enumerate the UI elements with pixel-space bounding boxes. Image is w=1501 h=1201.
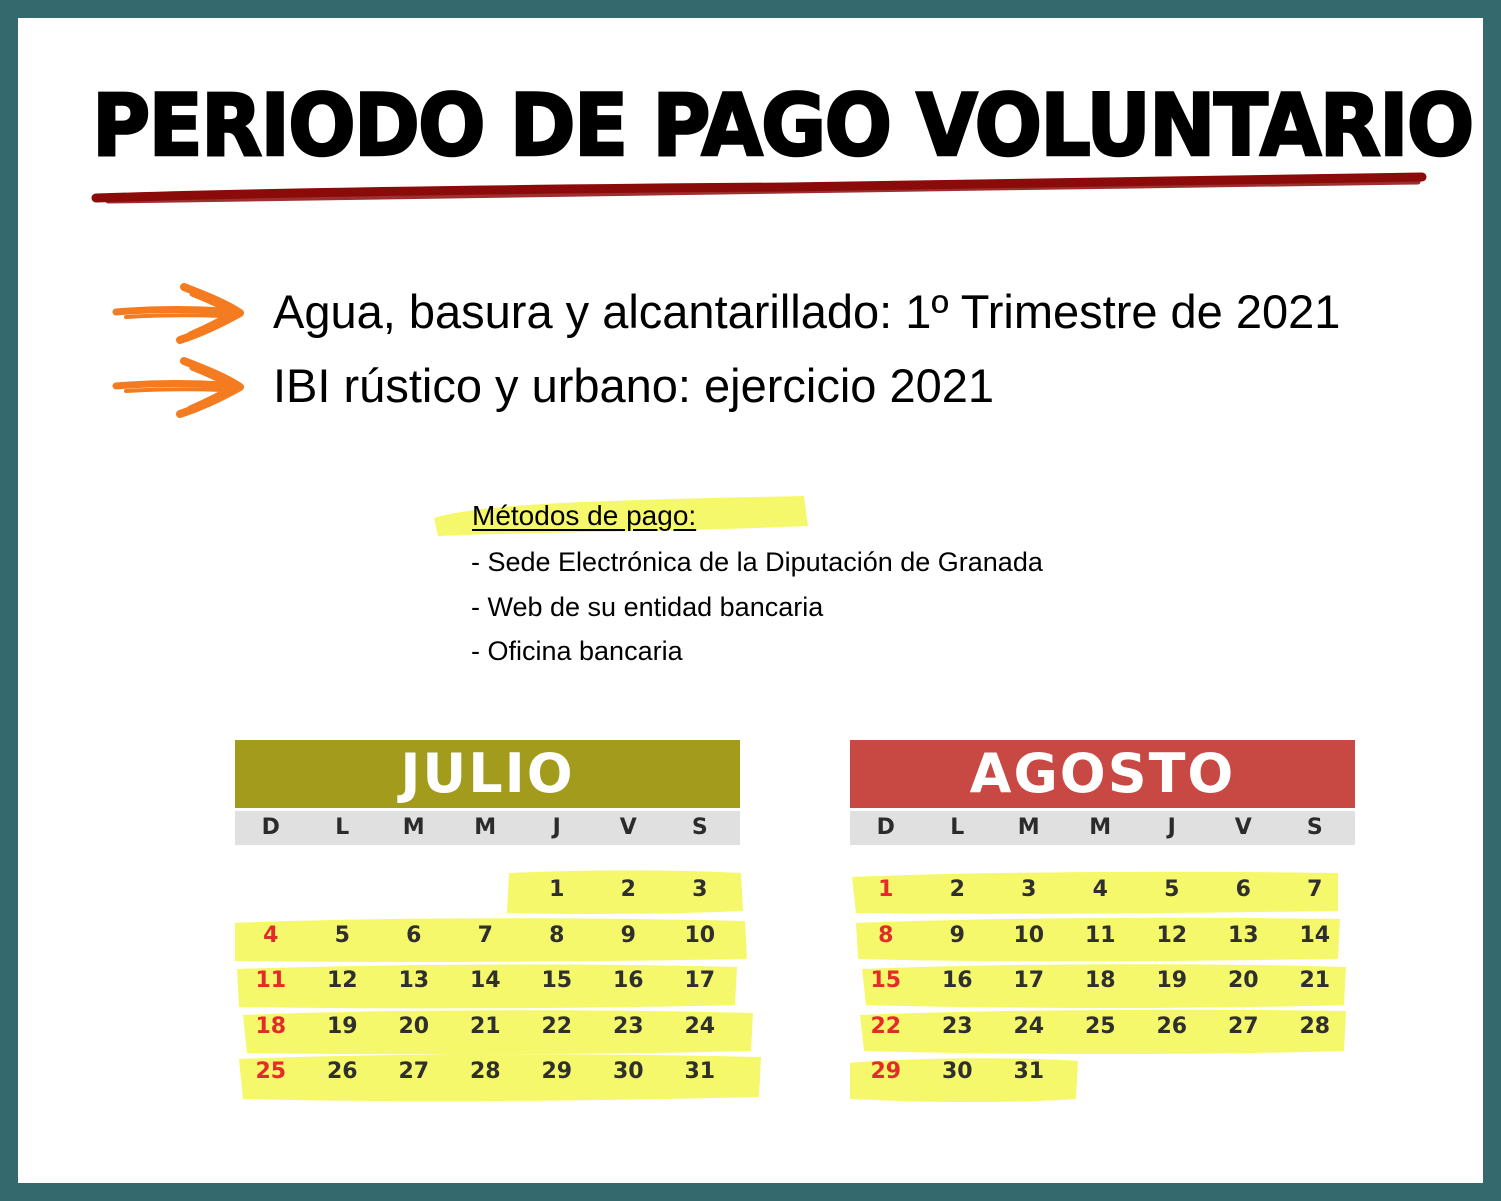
day-cell: 14 (469, 968, 501, 994)
week-row (235, 1049, 740, 1095)
day-cell: 16 (612, 968, 644, 994)
day-cell: 10 (684, 922, 716, 948)
weekday-row (850, 811, 1355, 845)
method-item: - Sede Electrónica de la Diputación de Granada (471, 547, 1043, 577)
day-cell: 20 (398, 1013, 430, 1039)
week-row (850, 1049, 1355, 1095)
page-title: PERIODO DE PAGO VOLUNTARIO (92, 76, 1473, 176)
day-cell: 9 (620, 922, 636, 948)
day-cell: 3 (692, 877, 708, 903)
day-cell: 19 (326, 1013, 358, 1039)
day-cell: 1 (549, 877, 565, 903)
week-row (235, 867, 740, 913)
day-cell: 2 (620, 877, 636, 903)
weekday-label: J (552, 815, 561, 840)
weekday-label: L (950, 815, 965, 840)
day-cell: 20 (1227, 968, 1259, 994)
week-row (235, 913, 740, 959)
day-cell: 15 (541, 968, 573, 994)
day-cell: 18 (255, 1013, 287, 1039)
announcement-card (18, 18, 1483, 1183)
day-cell: 29 (870, 1059, 902, 1085)
day-cell: 12 (1156, 922, 1188, 948)
calendar-julio-header: JULIO (235, 740, 740, 808)
day-cell: 19 (1156, 968, 1188, 994)
weekday-label: S (691, 815, 708, 840)
day-cell: 21 (1299, 968, 1331, 994)
day-cell: 12 (326, 968, 358, 994)
calendar-agosto (850, 740, 1355, 1095)
week-row (850, 913, 1355, 959)
day-cell: 23 (612, 1013, 644, 1039)
day-cell: 4 (1092, 877, 1108, 903)
weekday-label: M (1017, 815, 1040, 840)
day-cell: 29 (541, 1059, 573, 1085)
day-cell: 27 (1227, 1013, 1259, 1039)
day-cell: 28 (1299, 1013, 1331, 1039)
day-cell: 8 (549, 922, 565, 948)
weekday-label: M (1089, 815, 1112, 840)
weekday-row (235, 811, 740, 845)
day-cell: 3 (1021, 877, 1037, 903)
day-cell: 24 (1013, 1013, 1045, 1039)
day-cell: 11 (255, 968, 287, 994)
day-cell: 15 (870, 968, 902, 994)
method-item: - Oficina bancaria (471, 636, 683, 666)
day-cell: 2 (949, 877, 965, 903)
day-cell: 22 (870, 1013, 902, 1039)
week-row (850, 958, 1355, 1004)
day-cell: 26 (326, 1059, 358, 1085)
day-cell: 28 (469, 1059, 501, 1085)
day-cell: 30 (941, 1059, 973, 1085)
arrow-icon (112, 356, 244, 418)
calendar-agosto-header: AGOSTO (850, 740, 1355, 808)
weekday-label: M (402, 815, 425, 840)
week-row (850, 1004, 1355, 1050)
weekday-label: V (619, 815, 637, 840)
day-cell: 9 (949, 922, 965, 948)
day-cell: 7 (477, 922, 493, 948)
day-cell: 13 (398, 968, 430, 994)
day-cell: 18 (1084, 968, 1116, 994)
day-cell: 23 (941, 1013, 973, 1039)
day-cell: 11 (1084, 922, 1116, 948)
day-cell: 30 (612, 1059, 644, 1085)
methods-heading: Métodos de pago: (472, 500, 697, 531)
day-cell: 25 (255, 1059, 287, 1085)
day-cell: 26 (1156, 1013, 1188, 1039)
item-agua: Agua, basura y alcantarillado: 1º Trimestre de 2021 (273, 285, 1341, 338)
day-cell: 16 (941, 968, 973, 994)
day-cell: 8 (878, 922, 894, 948)
weekday-label: V (1234, 815, 1252, 840)
day-cell: 31 (1013, 1059, 1045, 1085)
day-cell: 21 (469, 1013, 501, 1039)
weekday-label: S (1306, 815, 1323, 840)
item-ibi: IBI rústico y urbano: ejercicio 2021 (273, 359, 995, 412)
day-cell: 6 (1235, 877, 1251, 903)
day-cell: 6 (406, 922, 422, 948)
weekday-label: L (335, 815, 350, 840)
day-cell: 4 (263, 922, 279, 948)
week-row (235, 1004, 740, 1050)
weekday-label: J (1167, 815, 1176, 840)
day-cell: 13 (1227, 922, 1259, 948)
methods-list (471, 540, 1043, 674)
day-cell: 24 (684, 1013, 716, 1039)
method-item: - Web de su entidad bancaria (471, 591, 824, 622)
title-underline (88, 168, 1433, 208)
week-row (235, 958, 740, 1004)
week-row (850, 867, 1355, 913)
weekday-label: M (474, 815, 497, 840)
weekday-label: D (261, 815, 280, 840)
day-cell: 5 (334, 922, 350, 948)
day-cell: 25 (1084, 1013, 1116, 1039)
day-cell: 22 (541, 1013, 573, 1039)
day-cell: 1 (878, 877, 894, 903)
day-cell: 27 (398, 1059, 430, 1085)
day-cell: 14 (1299, 922, 1331, 948)
day-cell: 17 (1013, 968, 1045, 994)
arrow-icon (112, 282, 244, 344)
day-cell: 10 (1013, 922, 1045, 948)
day-cell: 7 (1307, 877, 1323, 903)
weekday-label: D (876, 815, 895, 840)
calendar-julio (235, 740, 740, 1095)
day-cell: 17 (684, 968, 716, 994)
day-cell: 31 (684, 1059, 716, 1085)
day-cell: 5 (1164, 877, 1180, 903)
